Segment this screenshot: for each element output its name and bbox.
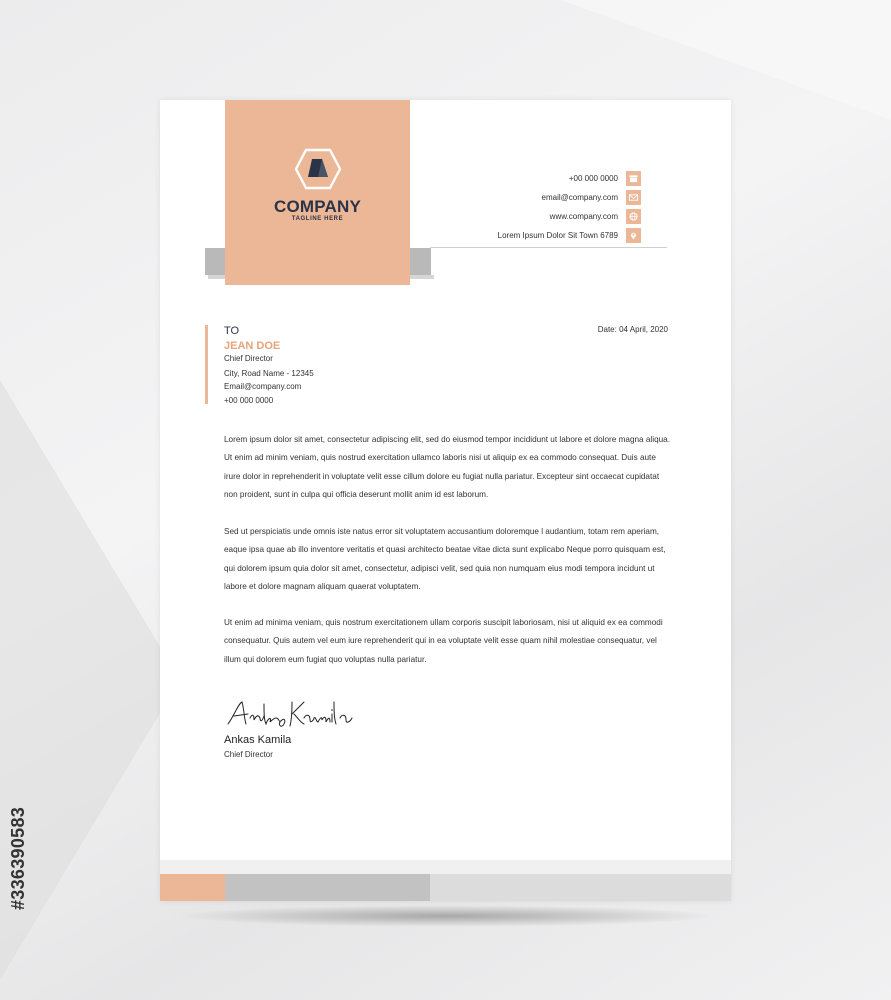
contact-divider <box>430 247 667 248</box>
body-paragraph-1: Lorem ipsum dolor sit amet, consectetur adipiscing elit, sed do eiusmod tempor incididunt ut labore et dolore magna aliqua. Ut enim ad minim veniam, quis nostrud exercitation ullamco laboris nisi ut aliquip ex ea commodo consequat. Duis aute irure dolor in reprehenderit in voluptate velit esse cillum dolore eu fugiat nulla pariatur. Excepteur sint occaecat cupidatat non proident, sunt in culpa qui officia deserunt mollit anim id est laborum. <box>224 435 671 499</box>
letterhead-page <box>160 100 731 901</box>
contact-email-text: email@company.com <box>541 192 618 202</box>
recipient-address: City, Road Name - 12345 <box>224 369 314 378</box>
phone-icon <box>626 171 641 186</box>
location-pin-icon <box>626 228 641 243</box>
body-paragraph-3: Ut enim ad minima veniam, quis nostrum exercitationem ullam corporis suscipit laboriosam, nisi ut aliquid ex ea commodi consequatur. Quis autem vel eum iure reprehenderit qui in ea voluptate velit esse quam nihil molestiae consequatur, vel illum qui dolorem eum fugiat quo voluptas nulla pariatur. <box>224 618 663 664</box>
logo-block-base <box>225 277 410 285</box>
mail-icon <box>626 190 641 205</box>
recipient-email: Email@company.com <box>224 382 302 391</box>
stock-id: #336390583 <box>8 806 28 910</box>
contact-website-text: www.company.com <box>549 211 618 221</box>
logo-block <box>225 100 410 285</box>
footer-band-gray <box>225 874 430 901</box>
contact-phone-text: +00 000 0000 <box>568 173 618 183</box>
signer-name: Ankas Kamila <box>224 734 292 746</box>
contact-address <box>498 227 641 243</box>
contact-website <box>550 208 641 224</box>
footer-band-light <box>160 860 731 874</box>
recipient-name: JEAN DOE <box>224 340 281 352</box>
to-label: TO <box>224 325 240 337</box>
hexagon-logo-icon <box>294 147 342 191</box>
body-paragraph-2: Sed ut perspiciatis unde omnis iste natus error sit voluptatem accusantium doloremque l audantium, totam rem aperiam, eaque ipsa quae ab illo inventore veritatis et quasi architecto beatae vitae dicta sunt explicabo Neque porro quisquam est, qui dolorem ipsum quia dolor sit amet, consectetur, adipisci velit, sed quia non numquam eius modi tempora incidunt ut labore et dolore magnam aliquam quaerat voluptatem. <box>224 527 666 591</box>
recipient-title: Chief Director <box>224 354 273 363</box>
contact-address-text: Lorem Ipsum Dolor Sit Town 6789 <box>497 230 618 240</box>
signer-title: Chief Director <box>224 750 273 759</box>
globe-icon <box>626 209 641 224</box>
contact-phone <box>569 170 641 186</box>
handwritten-signature <box>224 696 354 730</box>
company-name: COMPANY <box>273 197 362 216</box>
paper-shadow <box>175 905 720 927</box>
letter-date: Date: 04 April, 2020 <box>597 325 668 334</box>
recipient-phone: +00 000 0000 <box>224 396 274 405</box>
footer-band-light-gray <box>430 874 731 901</box>
recipient-accent-bar <box>205 325 208 404</box>
company-tagline: TAGLINE HERE <box>291 216 344 222</box>
contact-email <box>542 189 641 205</box>
footer-band-peach <box>160 874 225 901</box>
